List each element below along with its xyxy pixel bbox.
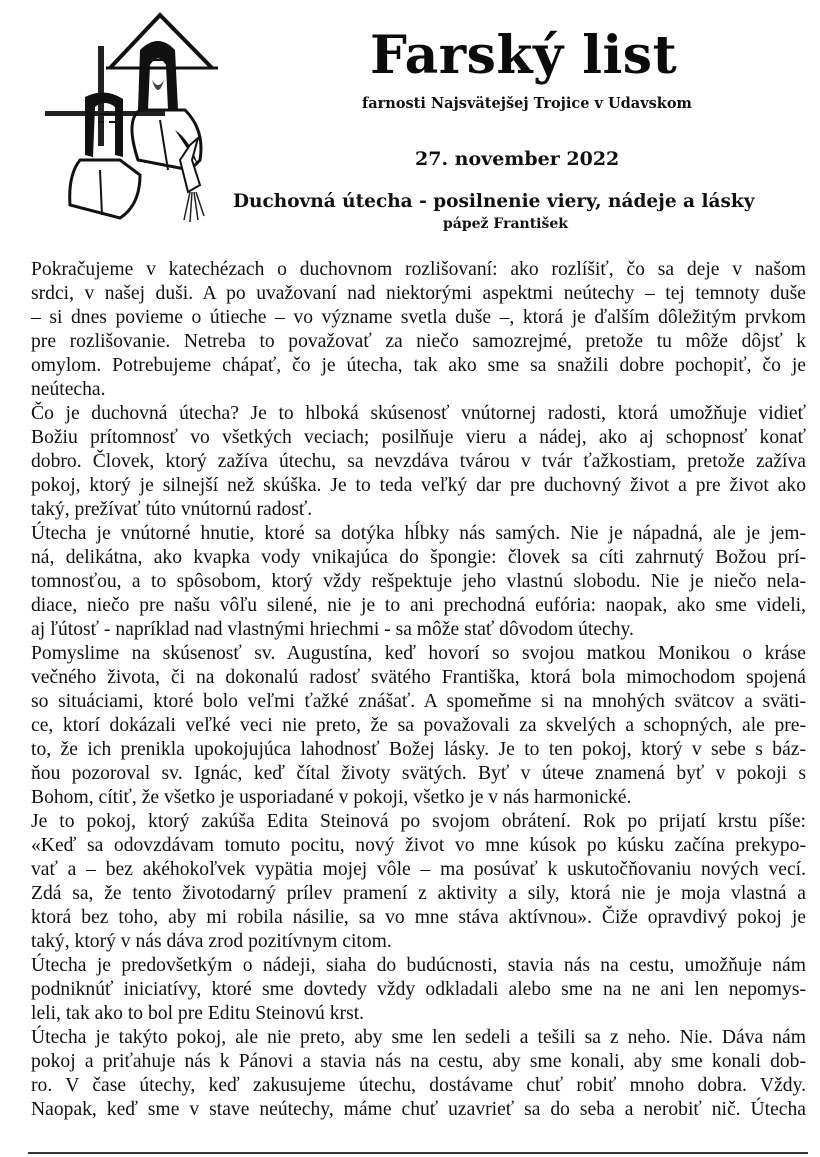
article-author: pápež František (443, 216, 568, 232)
text-line: ná, delikátna, ako kvapka vody vnikajúca do špongie: človek sa cíti zahrnutý Božou prí- (31, 547, 806, 568)
footer-divider (28, 1152, 808, 1154)
paragraph (31, 1026, 806, 1122)
paragraph (31, 522, 806, 642)
text-line: ro. V čase útechy, keď zakusujeme útechu, dostávame chuť robiť mnoho dobra. Vždy. (31, 1075, 806, 1096)
text-line: neútecha. (31, 379, 106, 400)
text-line: večného života, či na dokonalú radosť svätého Františka, ktorá bola mimochodom spojená (31, 667, 806, 688)
text-line: ktorá bez toho, aby mi robila násilie, sa vo mne stáva aktívnou». Čiže opravdivý pokoj je (31, 907, 806, 928)
article-headline: Duchovná útecha - posilnenie viery, nádeje a lásky (233, 191, 755, 212)
text-line: Je to pokoj, ktorý zakúša Edita Steinová po svojom obrátení. Rok po prijatí krstu píše: (31, 811, 806, 832)
text-line: aj ľútosť - napríklad nad vlastnými hriechmi - sa môže stať dôvodom útechy. (31, 619, 634, 640)
paragraph (31, 810, 806, 954)
issue-date: 27. november 2022 (415, 148, 620, 170)
article-body (31, 258, 806, 1122)
text-line: Zdá sa, že tento životodarný prílev pramení z aktivity a sily, ktorá nie je moja vlastná a (31, 883, 806, 904)
text-line: Útecha je vnútorné hnutie, ktoré sa dotýka hĺbky nás samých. Nie je nápadná, ale je jem- (31, 523, 806, 544)
text-line: srdci, v našej duši. A po uvažovaní nad niektorými aspektmi neútechy – tej temnoty duše (31, 283, 806, 304)
holy-trinity-illustration-icon (40, 10, 220, 225)
text-line: Božiu prítomnosť vo všetkých veciach; posilňuje vieru a nádej, ako aj schopnosť konať (31, 427, 806, 448)
text-line: omylom. Potrebujeme chápať, čo je útecha, tak ako sme sa snažili dobre pochopiť, čo je (31, 355, 806, 376)
text-line: pokoj a priťahuje nás k Pánovi a stavia nás na cestu, aby sme konali, aby sme konali dob- (31, 1051, 806, 1072)
text-line: dobro. Človek, ktorý zažíva útechu, sa nevzdáva tvárou v tvár ťažkostiam, pretože zažíva (31, 451, 806, 472)
text-line: Bohom, cítiť, že všetko je usporiadané v pokoji, všetko je v nás harmonické. (31, 787, 632, 808)
text-line: podniknúť iniciatívy, ktoré sme dovtedy vždy odkladali alebo sme na ne ani len nepomys- (31, 979, 806, 1000)
text-line: taký, prežívať túto vnútornú radosť. (31, 499, 313, 520)
text-line: «Keď sa odovzdávam tomuto pocitu, nový život vo mne kúsok po kúsku začína prekypo- (31, 835, 806, 856)
text-line: to, že ich prenikla upokojujúca lahodnosť Božej lásky. Je to ten pokoj, ktorý v sebe s báz- (31, 739, 806, 760)
text-line: Naopak, keď sme v stave neútechy, máme chuť uzavrieť sa do seba a nerobiť nič. Útecha (31, 1099, 806, 1120)
text-line: Pokračujeme v katechézach o duchovnom rozlišovaní: ako rozlíšiť, čo sa deje v našom (31, 259, 806, 280)
text-line: pre rozlišovanie. Netreba to považovať za niečo samozrejmé, pretože tu môže dôjsť k (31, 331, 806, 352)
paragraph (31, 258, 806, 402)
text-line: – si dnes povieme o útieche – vo význame svetla duše –, ktorá je ďalším dôležitým prvkom (31, 307, 806, 328)
text-line: Pomyslime na skúsenosť sv. Augustína, keď hovorí so svojou matkou Monikou o kráse (31, 643, 806, 664)
text-line: leli, tak ako to bol pre Editu Steinovú krst. (31, 1003, 365, 1024)
text-line: vať a – bez akéhokoľvek vypätia mojej vôle – ma posúvať k uskutočňovaniu nových vecí. (31, 859, 806, 880)
text-line: taký, ktorý v nás dáva zrod pozitívnym citom. (31, 931, 392, 952)
text-line: so situáciami, ktoré bolo veľmi ťažké znášať. A spomeňme si na mnohých svätcov a sväti- (31, 691, 806, 712)
text-line: Útecha je takýto pokoj, ale nie preto, aby sme len sedeli a tešili sa z neho. Nie. Dáva nám (31, 1027, 806, 1048)
text-line: tomnosťou, a to spôsobom, ktorý vždy rešpektuje jeho vlastnú slobodu. Nie je niečo nela- (31, 571, 806, 592)
text-line: Útecha je predovšetkým o nádeji, siaha do budúcnosti, stavia nás na cestu, umožňuje nám (31, 955, 806, 976)
text-line: pokoj, ktorý je silnejší než skúška. Je to teda veľký dar pre duchovný život a pre život ako (31, 475, 806, 496)
parish-subtitle: farnosti Najsvätejšej Trojice v Udavskom (362, 95, 692, 112)
newsletter-title: Farský list (370, 25, 678, 86)
text-line: ce, ktorí dokázali veľké veci nie preto, že sa považovali za skvelých a schopných, ale pre- (31, 715, 806, 736)
text-line: ňou pozoroval sv. Ignác, keď čítal životy svätých. Byť v útече znamená byť v pokoji s (31, 763, 806, 784)
paragraph (31, 402, 806, 522)
text-line: Čo je duchovná útecha? Je to hlboká skúsenosť vnútornej radosti, ktorá umožňuje vidieť (31, 403, 806, 424)
paragraph (31, 642, 806, 810)
text-line: diace, niečo pre našu vôľu silené, nie je to ani prechodná eufória: naopak, ako sme videli, (31, 595, 806, 616)
paragraph (31, 954, 806, 1026)
